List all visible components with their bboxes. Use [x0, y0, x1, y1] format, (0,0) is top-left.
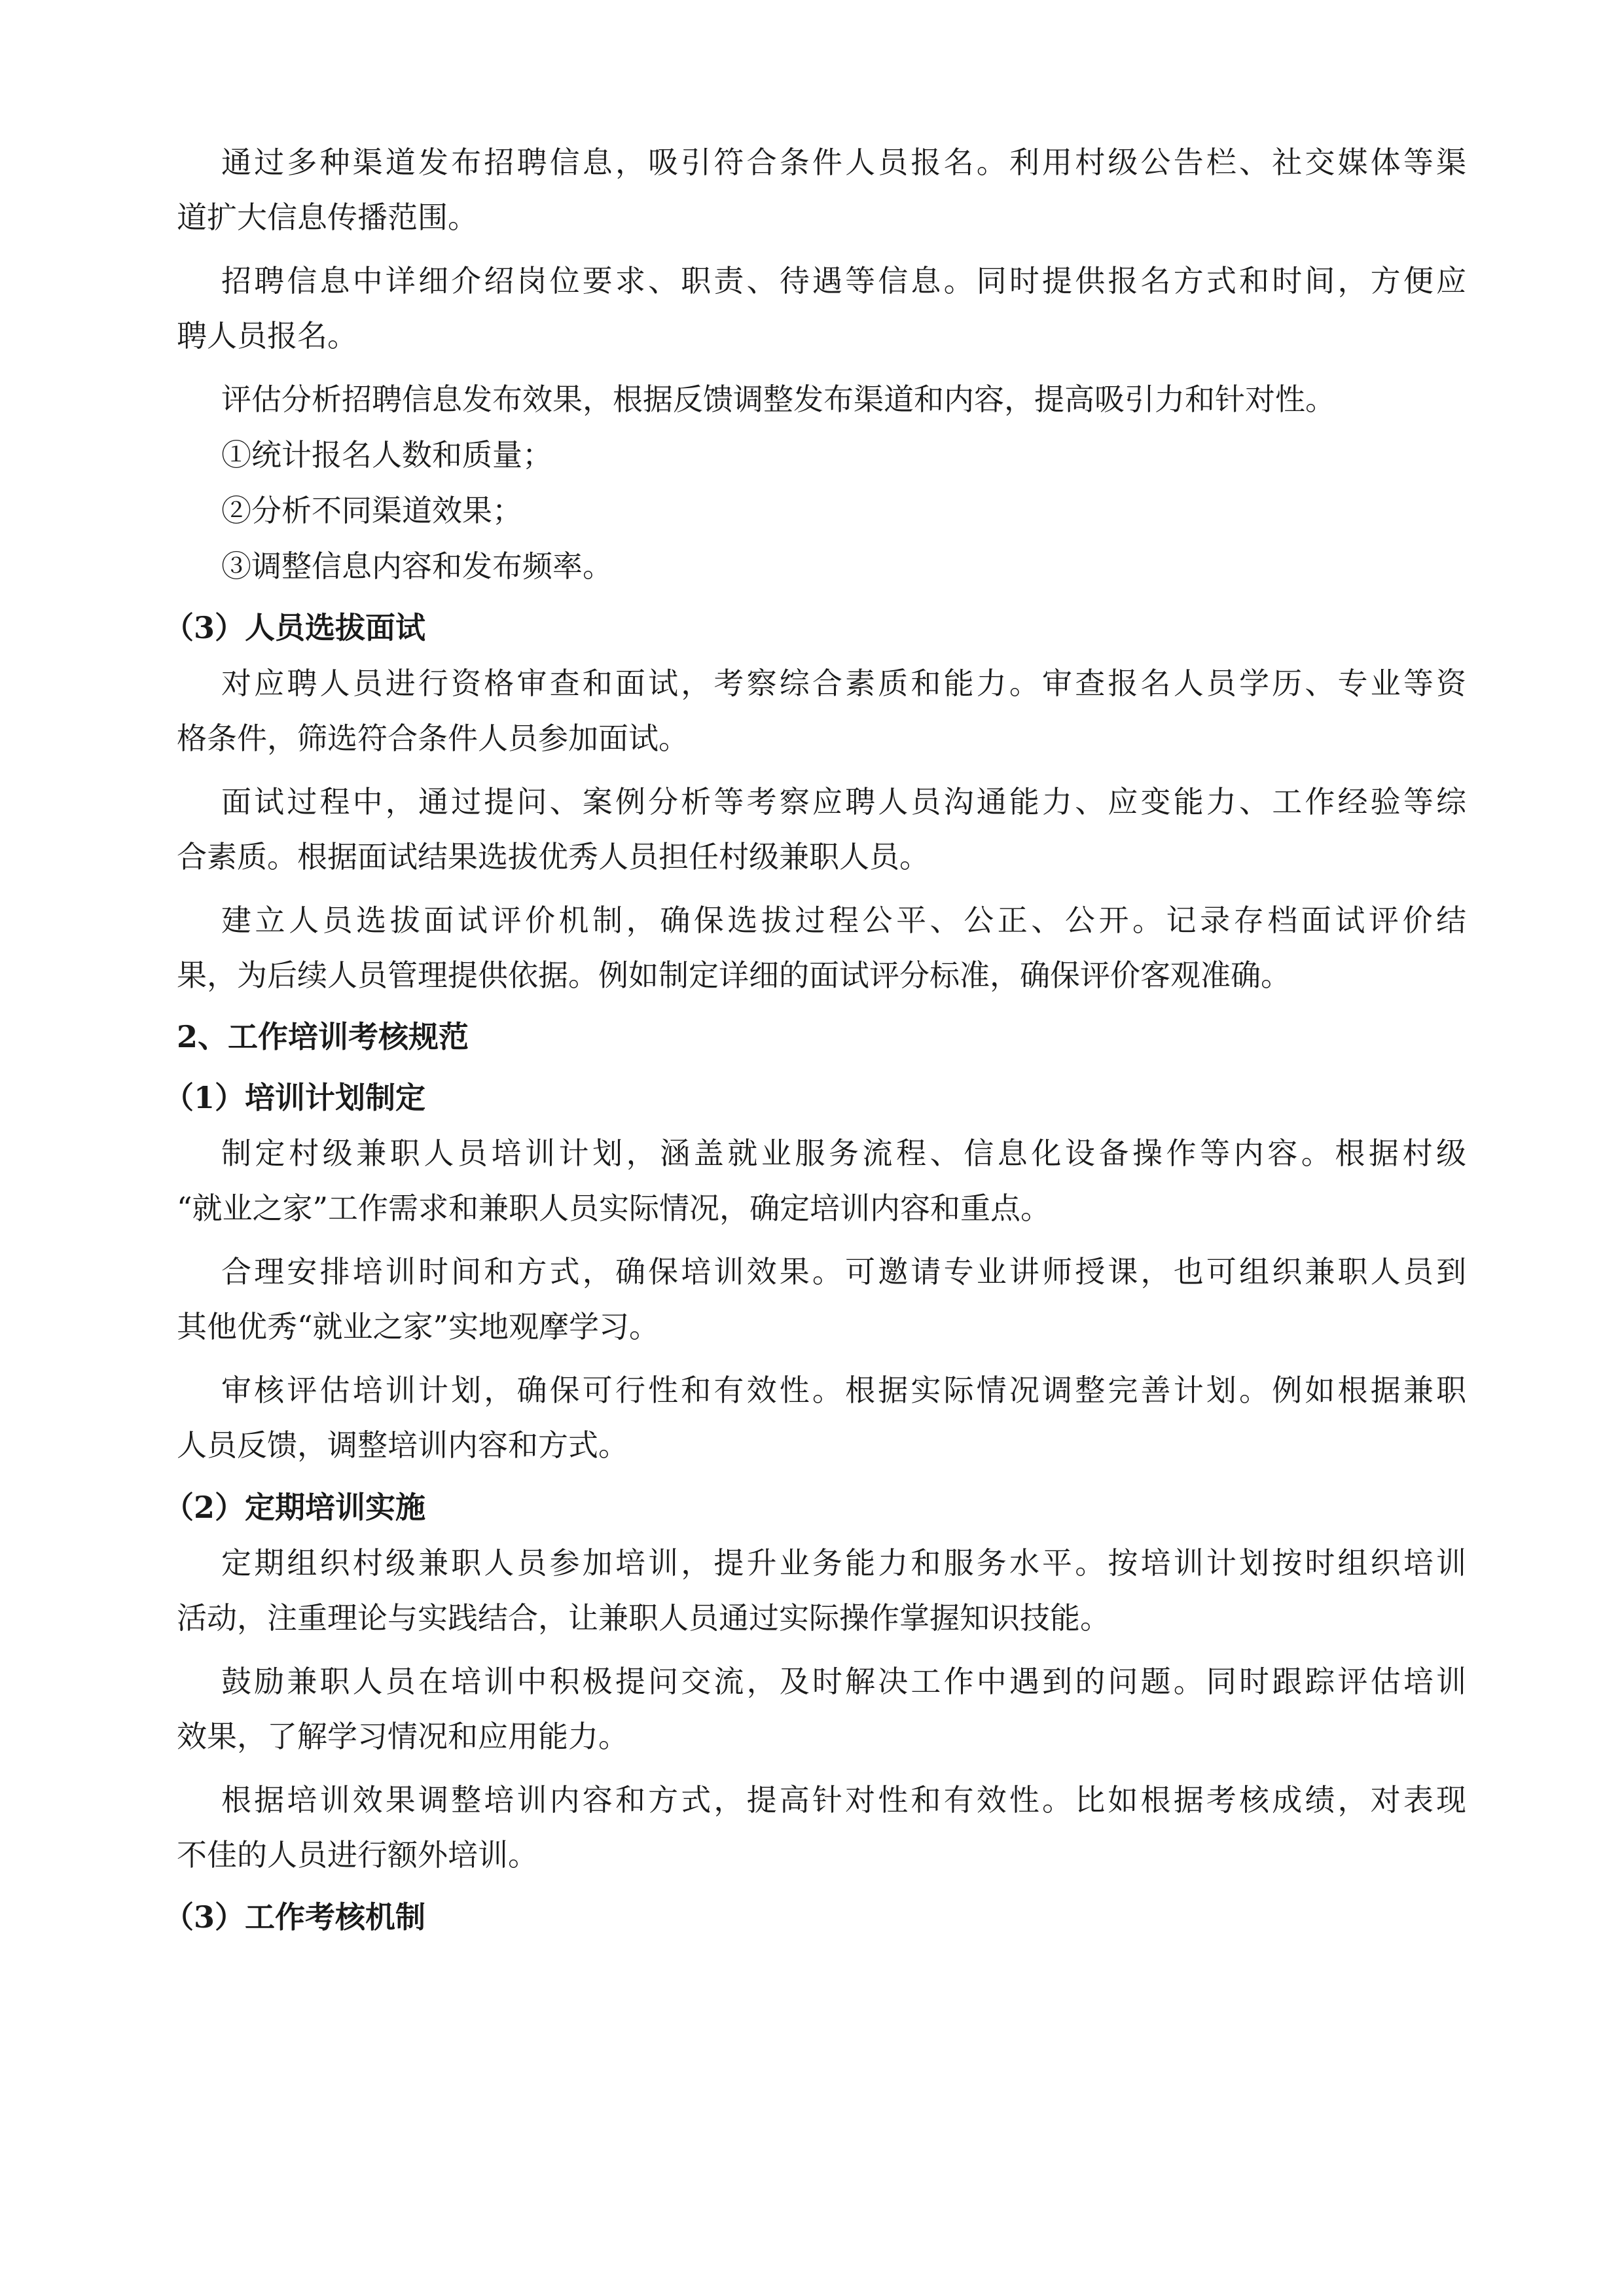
- list-item: ③调整信息内容和发布频率。: [221, 548, 613, 584]
- paragraph-line: 对应聘人员进行资格审查和面试，考察综合素质和能力。审查报名人员学历、专业等资: [221, 666, 1466, 701]
- paragraph-line: 格条件，筛选符合条件人员参加面试。: [177, 721, 689, 756]
- paragraph-line: 制定村级兼职人员培训计划，涵盖就业服务流程、信息化设备操作等内容。根据村级: [221, 1136, 1466, 1171]
- paragraph-line: 面试过程中，通过提问、案例分析等考察应聘人员沟通能力、应变能力、工作经验等综: [221, 784, 1466, 819]
- paragraph-line: 聘人员报名。: [177, 318, 357, 353]
- paragraph-line: 其他优秀“就业之家”实地观摩学习。: [177, 1309, 660, 1344]
- paragraph-line: 建立人员选拔面试评价机制，确保选拔过程公平、公正、公开。记录存档面试评价结: [221, 903, 1466, 938]
- paragraph-line: 评估分析招聘信息发布效果，根据反馈调整发布渠道和内容，提高吸引力和针对性。: [221, 382, 1335, 417]
- paragraph-line: 合理安排培训时间和方式，确保培训效果。可邀请专业讲师授课，也可组织兼职人员到: [221, 1254, 1466, 1289]
- section-heading: 2、工作培训考核规范: [177, 1019, 469, 1054]
- list-item: ②分析不同渠道效果；: [221, 493, 522, 528]
- paragraph-line: 根据培训效果调整培训内容和方式，提高针对性和有效性。比如根据考核成绩，对表现: [221, 1782, 1466, 1818]
- paragraph-line: 道扩大信息传播范围。: [177, 200, 478, 235]
- list-item: ①统计报名人数和质量；: [221, 437, 552, 473]
- paragraph-line: 审核评估培训计划，确保可行性和有效性。根据实际情况调整完善计划。例如根据兼职: [221, 1372, 1466, 1408]
- section-heading: （1）培训计划制定: [164, 1080, 426, 1115]
- paragraph-line: 人员反馈，调整培训内容和方式。: [177, 1427, 628, 1463]
- paragraph-line: 招聘信息中详细介绍岗位要求、职责、待遇等信息。同时提供报名方式和时间，方便应: [221, 263, 1466, 298]
- paragraph-line: 通过多种渠道发布招聘信息，吸引符合条件人员报名。利用村级公告栏、社交媒体等渠: [221, 145, 1466, 180]
- paragraph-line: 合素质。根据面试结果选拔优秀人员担任村级兼职人员。: [177, 839, 929, 874]
- section-heading: （3）工作考核机制: [164, 1899, 426, 1935]
- paragraph-line: 效果，了解学习情况和应用能力。: [177, 1719, 628, 1754]
- section-heading: （3）人员选拔面试: [164, 610, 426, 645]
- paragraph-line: “就业之家”工作需求和兼职人员实际情况，确定培训内容和重点。: [177, 1191, 1051, 1226]
- paragraph-line: 定期组织村级兼职人员参加培训，提升业务能力和服务水平。按培训计划按时组织培训: [221, 1545, 1466, 1581]
- paragraph-line: 果，为后续人员管理提供依据。例如制定详细的面试评分标准，确保评价客观准确。: [177, 958, 1291, 993]
- section-heading: （2）定期培训实施: [164, 1490, 426, 1525]
- paragraph-line: 活动，注重理论与实践结合，让兼职人员通过实际操作掌握知识技能。: [177, 1600, 1110, 1636]
- paragraph-line: 不佳的人员进行额外培训。: [177, 1837, 538, 1873]
- paragraph-line: 鼓励兼职人员在培训中积极提问交流，及时解决工作中遇到的问题。同时跟踪评估培训: [221, 1664, 1466, 1699]
